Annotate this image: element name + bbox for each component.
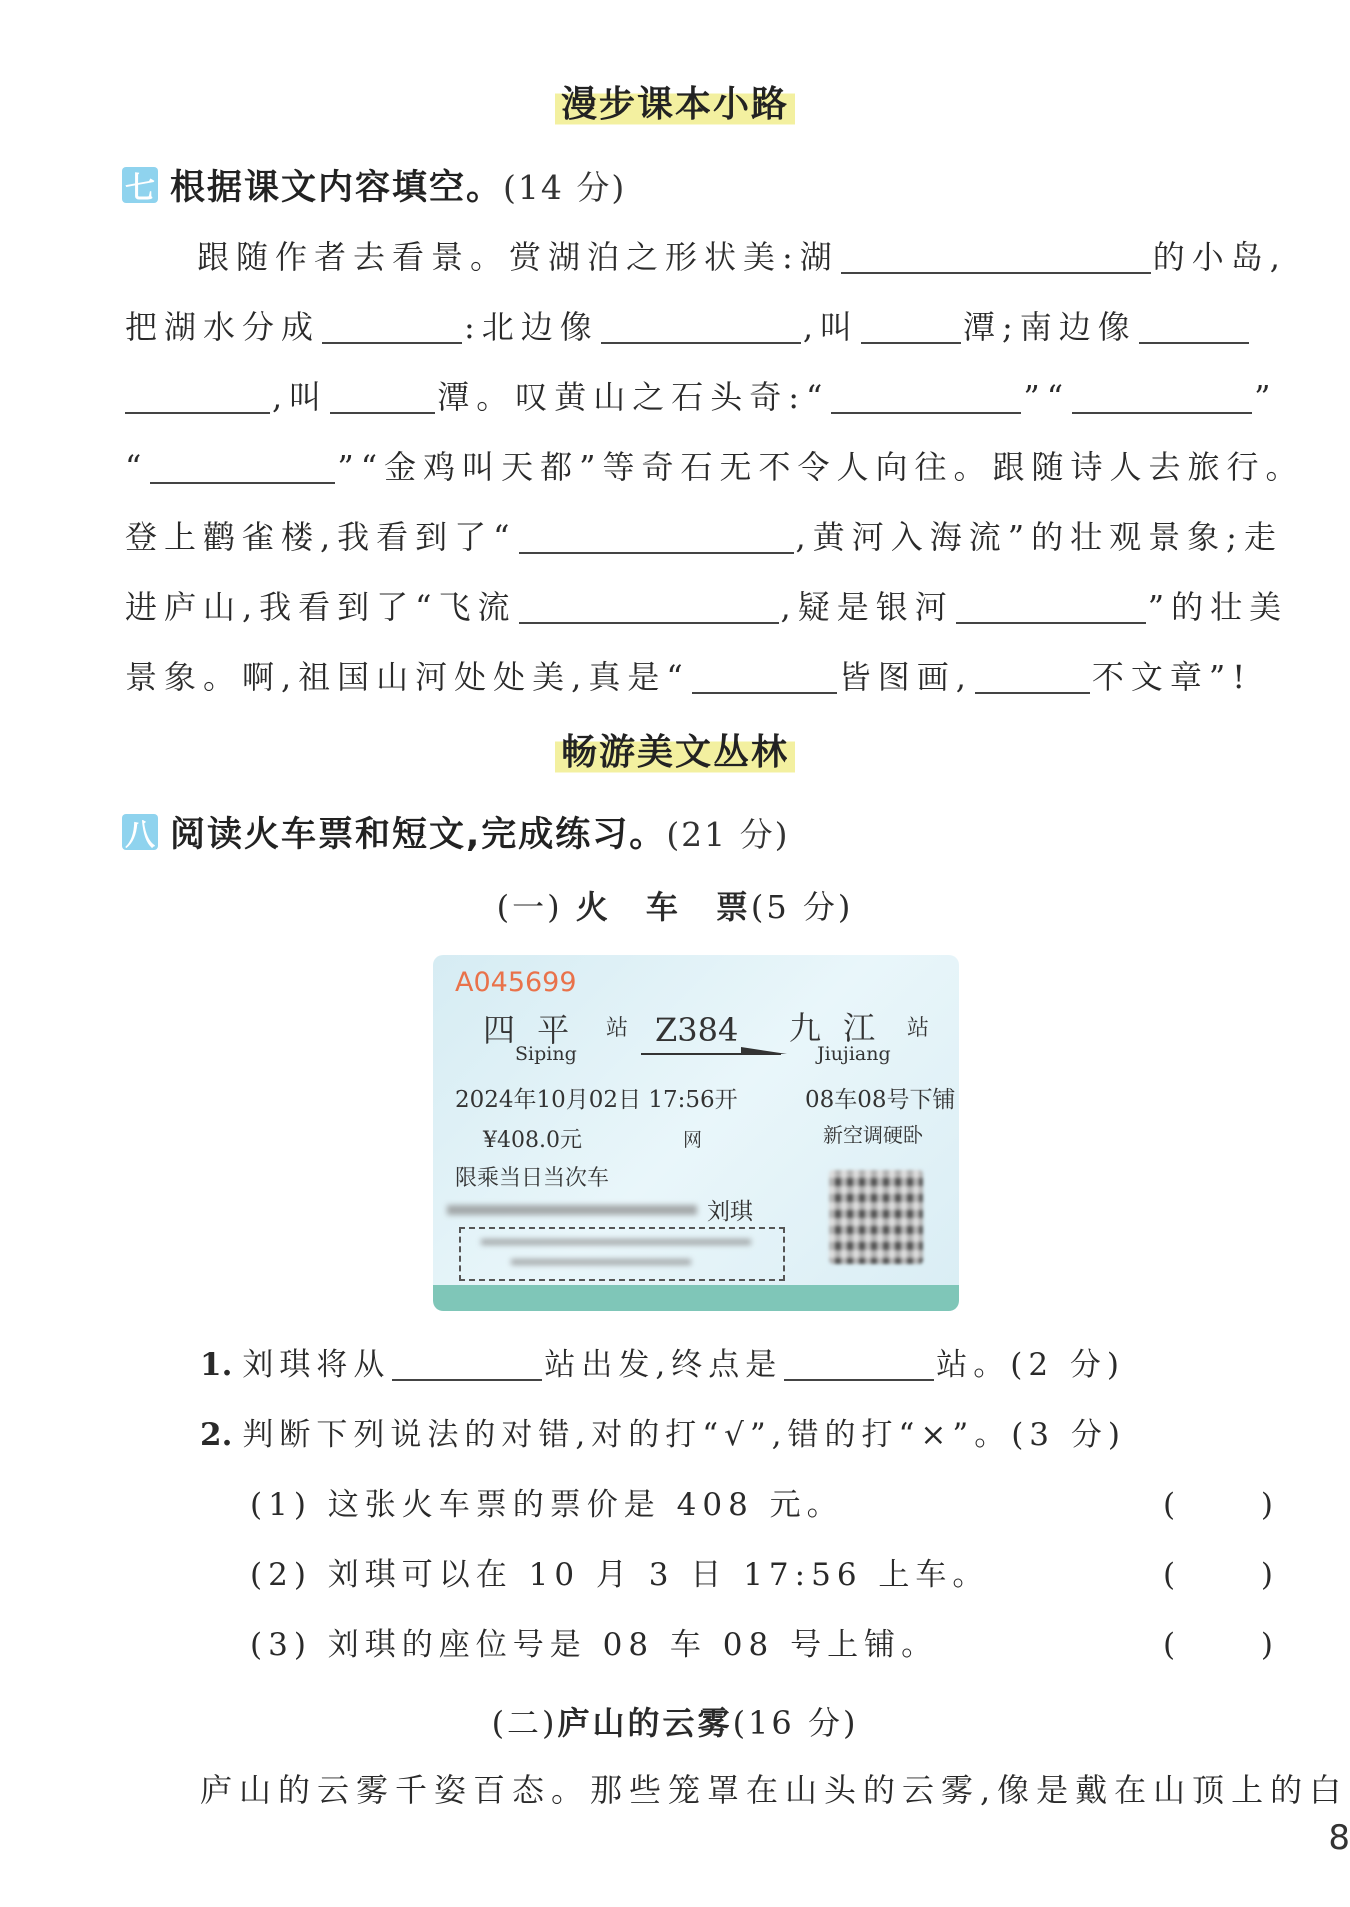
fill-line-4: “ ”“金鸡叫天都”等奇石无不令人向往。跟随诗人去旅行。 [125,448,1305,486]
section-score: (14 分) [503,167,627,207]
answer-blank[interactable] [150,452,335,484]
answer-parentheses[interactable]: ( ) [1163,1487,1273,1523]
train-ticket-image [433,955,959,1311]
judge-item-3: (3) 刘琪的座位号是 08 车 08 号上铺。 [250,1627,939,1663]
arrival-pinyin: Jiujiang [817,1043,891,1065]
answer-blank[interactable] [956,592,1146,624]
judge-item-1: (1) 这张火车票的票价是 408 元。 [250,1487,844,1523]
departure-pinyin: Siping [515,1043,577,1065]
page-number: 8 [1328,1818,1350,1858]
section-title: 阅读火车票和短文,完成练习。 [170,815,667,855]
answer-blank[interactable] [519,522,794,554]
direction-arrow-icon [641,1045,789,1057]
part-1-title: (一) 火 车 票(5 分) [496,888,854,926]
redacted-id-number [447,1205,697,1215]
ticket-restriction: 限乘当日当次车 [455,1166,610,1191]
banner-text: 漫步课本小路 [555,82,795,128]
fill-line-2: 把湖水分成 :北边像 ,叫 潭;南边像 [125,292,1270,362]
question-1: 1. 刘琪将从 站出发,终点是 站。(2 分) [200,1347,1125,1383]
ticket-number: A045699 [455,967,577,998]
arrival-station-suffix: 站 [907,1016,930,1041]
section-7-heading [122,160,626,210]
fill-line-3: ,叫 潭。叹黄山之石头奇:“ ”“ ” [125,362,1270,432]
section-number-badge: 七 [122,167,158,203]
answer-blank[interactable] [519,592,779,624]
answer-blank[interactable] [861,312,961,344]
passage-text: 庐山的云雾千姿百态。那些笼罩在山头的云雾,像是戴在山顶上的白 [200,1771,1349,1809]
answer-blank[interactable] [692,662,837,694]
passenger-name: 刘琪 [707,1199,753,1225]
section-banner-1 [0,82,1350,128]
section-number-badge: 八 [122,814,158,850]
answer-blank[interactable] [392,1349,542,1381]
fill-line-5: 登上鹳雀楼,我看到了“ ,黄河入海流”的壮观景象;走 [125,518,1283,556]
answer-blank[interactable] [784,1349,934,1381]
answer-blank[interactable] [330,382,435,414]
answer-blank[interactable] [1072,382,1252,414]
redacted-notice-box [459,1227,785,1281]
fill-line-6: 进庐山,我看到了“飞流 ,疑是银河 ”的壮美 [125,588,1289,626]
arrival-station: 九 江 [789,1009,882,1047]
departure-station-suffix: 站 [606,1016,629,1041]
answer-blank[interactable] [975,662,1090,694]
answer-blank[interactable] [322,312,462,344]
qr-code-icon [829,1170,923,1264]
ticket-bottom-strip [433,1285,959,1311]
answer-blank[interactable] [125,382,270,414]
judge-item-2: (2) 刘琪可以在 10 月 3 日 17:56 上车。 [250,1557,990,1593]
train-number: Z384 [655,1011,739,1049]
seat-info: 08车08号下铺 [805,1087,956,1113]
fill-line-7: 景象。啊,祖国山河处处美,真是“ 皆图画, 不文章”! [125,658,1253,696]
ticket-channel: 网 [683,1129,703,1151]
departure-datetime: 2024年10月02日 17:56开 [455,1087,738,1113]
answer-blank[interactable] [1139,312,1249,344]
ticket-price: ¥408.0元 [483,1128,582,1153]
section-banner-2 [0,730,1350,776]
question-2: 2. 判断下列说法的对错,对的打“√”,错的打“×”。(3 分) [200,1417,1126,1453]
departure-station: 四 平 [483,1011,576,1049]
seat-type: 新空调硬卧 [823,1123,923,1147]
part-2-title: (二)庐山的云雾(16 分) [491,1704,859,1742]
answer-parentheses[interactable]: ( ) [1163,1557,1273,1593]
answer-blank[interactable] [841,242,1151,274]
answer-blank[interactable] [831,382,1021,414]
answer-parentheses[interactable]: ( ) [1163,1627,1273,1663]
section-8-heading [122,807,790,857]
fill-line-1: 跟随作者去看景。赏湖泊之形状美:湖 的小岛, [197,238,1287,276]
section-score: (21 分) [666,814,790,854]
answer-blank[interactable] [601,312,801,344]
banner-text: 畅游美文丛林 [555,730,795,776]
section-title: 根据课文内容填空。 [170,168,504,208]
